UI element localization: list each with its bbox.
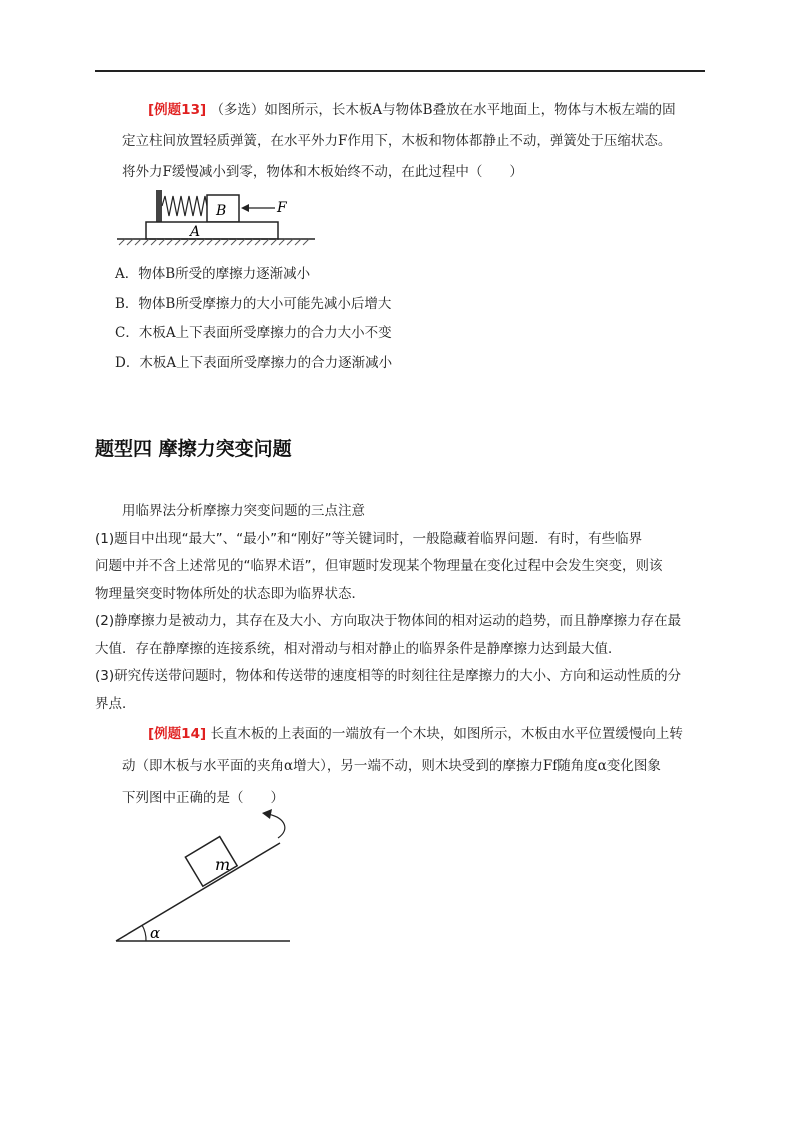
spring bbox=[162, 196, 207, 216]
note-line-4: (2)静摩擦力是被动力，其存在及大小、方向取决于物体间的相对运动的趋势，而且静摩擦力存在最 bbox=[95, 613, 682, 629]
example-13-line-3: 将外力F缓慢减小到零，物体和木板始终不动，在此过程中（ ） bbox=[122, 164, 523, 180]
note-line-6: (3)研究传送带问题时，物体和传送带的速度相等的时刻往往是摩擦力的大小、方向和运动性质的分 bbox=[95, 668, 682, 684]
ground-hatch bbox=[119, 239, 309, 245]
note-line-5: 大值．存在静摩擦的连接系统，相对滑动与相对静止的临界条件是静摩擦力达到最大值． bbox=[95, 641, 622, 657]
rotation-arrowhead bbox=[262, 809, 272, 819]
block-m-label: m bbox=[215, 855, 231, 874]
incline-figure bbox=[110, 808, 300, 948]
block-b-label: B bbox=[216, 203, 227, 219]
plank-a-label: A bbox=[190, 224, 201, 240]
option-a: A．物体B所受的摩擦力逐渐减小 bbox=[115, 266, 311, 282]
header-rule bbox=[95, 70, 705, 72]
example-14-text-1: 长直木板的上表面的一端放有一个木块，如图所示，木板由水平位置缓慢向上转 bbox=[210, 726, 683, 742]
example-14-tag: [例题14] bbox=[148, 726, 207, 742]
example-13-text-1: （多选）如图所示，长木板A与物体B叠放在水平地面上，物体与木板左端的固 bbox=[210, 102, 676, 118]
note-line-1: (1)题目中出现“最大”、“最小”和“刚好”等关键词时，一般隐藏着临界问题．有时，有些临界 bbox=[95, 531, 643, 547]
example-14-line-3: 下列图中正确的是（ ） bbox=[122, 790, 284, 806]
angle-label: α bbox=[150, 924, 161, 942]
force-arrowhead bbox=[241, 204, 249, 212]
example-14-line-2: 动（即木板与水平面的夹角α增大），另一端不动，则木块受到的摩擦力Ff随角度α变化图象 bbox=[122, 758, 661, 774]
note-line-7: 界点． bbox=[95, 696, 136, 712]
example-13-tag: [例题13] bbox=[148, 102, 207, 118]
force-label: F bbox=[277, 200, 287, 216]
example-13-line-1 bbox=[148, 98, 676, 118]
note-line-2: 问题中并不含上述常见的“临界术语”，但审题时发现某个物理量在变化过程中会发生突变，则该 bbox=[95, 558, 663, 574]
spring-block-figure bbox=[115, 188, 325, 250]
plank-a bbox=[146, 222, 278, 239]
fixed-post bbox=[156, 190, 162, 222]
example-13-line-2: 定立柱间放置轻质弹簧，在水平外力F作用下，木板和物体都静止不动，弹簧处于压缩状态。 bbox=[122, 133, 672, 149]
section-title: 题型四 摩擦力突变问题 bbox=[95, 438, 292, 460]
option-d: D．木板A上下表面所受摩擦力的合力逐渐减小 bbox=[115, 355, 393, 371]
example-14-line-1 bbox=[148, 722, 683, 742]
option-c: C．木板A上下表面所受摩擦力的合力大小不变 bbox=[115, 325, 392, 341]
note-line-3: 物理量突变时物体所处的状态即为临界状态． bbox=[95, 586, 365, 602]
option-b: B．物体B所受摩擦力的大小可能先减小后增大 bbox=[115, 296, 392, 312]
section-subtitle: 用临界法分析摩擦力突变问题的三点注意 bbox=[122, 503, 365, 519]
angle-arc bbox=[142, 925, 146, 941]
rotation-arrow bbox=[268, 814, 285, 838]
